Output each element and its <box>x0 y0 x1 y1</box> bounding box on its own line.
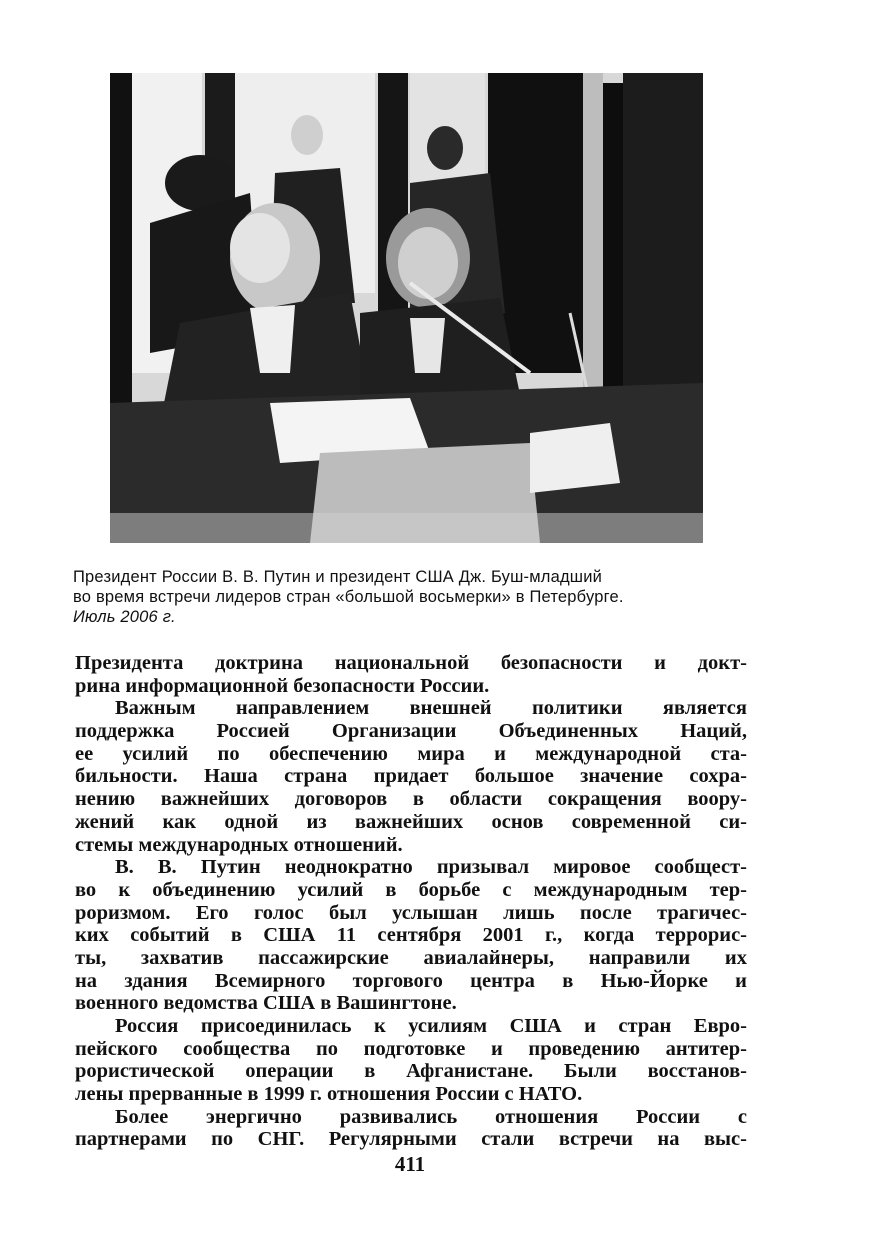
text-line: В. В. Путин неоднократно призывал мировое сообщест- <box>115 856 747 879</box>
text-line: Президента доктрина национальной безопасности и докт- <box>75 652 747 674</box>
caption-line: во время встречи лидеров стран «большой восьмерки» в Петербурге. <box>73 588 624 606</box>
text-line: нению важнейших договоров в области сокращения воору- <box>75 788 747 811</box>
text-line: поддержка Россией Организации Объединенных Наций, <box>75 720 747 743</box>
text-line: ких событий в США 11 сентября 2001 г., когда террорис- <box>75 924 747 947</box>
text-line: ее усилий по обеспечению мира и международной ста- <box>75 742 747 765</box>
text-line: рина информационной безопасности России. <box>75 674 490 697</box>
text-line: Важным направлением внешней политики является <box>115 697 747 720</box>
text-line: во к объединению усилий в борьбе с международным тер- <box>75 878 747 901</box>
text-line: рористической операции в Афганистане. Были восстанов- <box>75 1060 747 1083</box>
text-line: роризмом. Его голос был услышан лишь после трагичес- <box>75 901 747 924</box>
text-line: жений как одной из важнейших основ современной си- <box>75 810 747 833</box>
text-line: Более энергично развивались отношения России с <box>115 1105 747 1128</box>
caption-line: Президент России В. В. Путин и президент США Дж. Буш-младший <box>73 568 603 586</box>
text-line: бильности. Наша страна придает большое значение сохра- <box>75 765 747 788</box>
text-line: партнерами по СНГ. Регулярными стали встречи на выс- <box>75 1128 747 1151</box>
text-line: лены прерванные в 1999 г. отношения России с НАТО. <box>75 1083 583 1106</box>
photograph-image-icon <box>110 73 703 543</box>
news-photograph <box>110 73 703 543</box>
page-number: 411 <box>394 1152 426 1176</box>
text-line: пейского сообщества по подготовке и проведению антитер- <box>75 1037 747 1060</box>
text-line: военного ведомства США в Вашингтоне. <box>75 992 457 1015</box>
photo-caption <box>73 567 753 627</box>
body-text <box>75 652 747 1151</box>
text-line: Россия присоединилась к усилиям США и стран Евро- <box>115 1015 747 1037</box>
text-line: на здания Всемирного торгового центра в Нью-Йорке и <box>75 969 747 992</box>
text-line: стемы международных отношений. <box>75 833 403 856</box>
caption-date: Июль 2006 г. <box>73 608 176 626</box>
text-line: ты, захватив пассажирские авиалайнеры, направили их <box>75 946 747 969</box>
